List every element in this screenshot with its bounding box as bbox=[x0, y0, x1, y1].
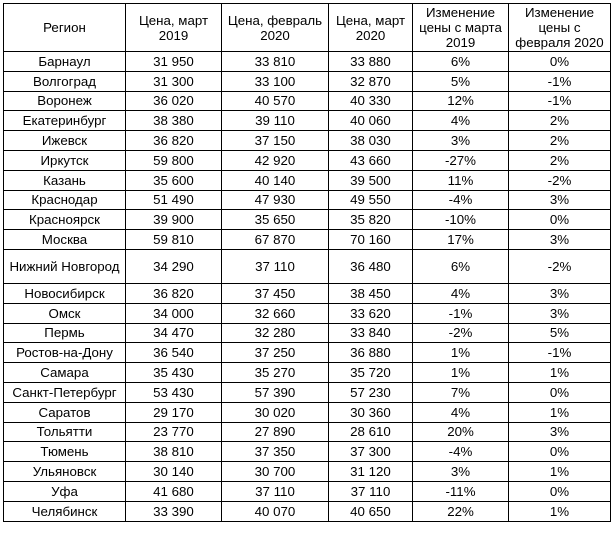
cell-price-march-2020: 40 650 bbox=[329, 501, 413, 521]
cell-region: Краснодар bbox=[4, 190, 126, 210]
table-row bbox=[4, 249, 611, 283]
cell-change-since-march-2019: 4% bbox=[413, 402, 509, 422]
cell-price-march-2020: 43 660 bbox=[329, 150, 413, 170]
table-row bbox=[4, 501, 611, 521]
cell-change-since-march-2019: -1% bbox=[413, 303, 509, 323]
cell-change-since-march-2019: -10% bbox=[413, 210, 509, 230]
cell-region: Красноярск bbox=[4, 210, 126, 230]
cell-price-feb-2020: 32 280 bbox=[222, 323, 329, 343]
cell-change-since-feb-2020: 0% bbox=[509, 442, 611, 462]
table-row bbox=[4, 283, 611, 303]
cell-change-since-feb-2020: 1% bbox=[509, 363, 611, 383]
cell-price-feb-2020: 37 250 bbox=[222, 343, 329, 363]
cell-change-since-feb-2020: 0% bbox=[509, 481, 611, 501]
cell-price-feb-2020: 37 110 bbox=[222, 249, 329, 283]
cell-region: Саратов bbox=[4, 402, 126, 422]
cell-region: Иркутск bbox=[4, 150, 126, 170]
table-row bbox=[4, 323, 611, 343]
header-change-since-feb-2020: Изменение цены с февраля 2020 bbox=[509, 4, 611, 52]
cell-price-march-2019: 30 140 bbox=[126, 462, 222, 482]
cell-price-march-2019: 35 600 bbox=[126, 170, 222, 190]
cell-region: Екатеринбург bbox=[4, 111, 126, 131]
header-price-feb-2020: Цена, февраль 2020 bbox=[222, 4, 329, 52]
cell-price-march-2020: 38 450 bbox=[329, 283, 413, 303]
cell-change-since-march-2019: -4% bbox=[413, 442, 509, 462]
cell-region: Волгоград bbox=[4, 71, 126, 91]
cell-change-since-march-2019: 22% bbox=[413, 501, 509, 521]
table-row bbox=[4, 170, 611, 190]
cell-region: Барнаул bbox=[4, 52, 126, 72]
cell-price-feb-2020: 32 660 bbox=[222, 303, 329, 323]
cell-price-march-2019: 34 000 bbox=[126, 303, 222, 323]
cell-region: Омск bbox=[4, 303, 126, 323]
cell-price-march-2019: 41 680 bbox=[126, 481, 222, 501]
cell-change-since-march-2019: 6% bbox=[413, 249, 509, 283]
cell-price-march-2019: 35 430 bbox=[126, 363, 222, 383]
cell-change-since-feb-2020: 0% bbox=[509, 382, 611, 402]
cell-price-march-2019: 38 810 bbox=[126, 442, 222, 462]
table-row bbox=[4, 91, 611, 111]
cell-region: Тольятти bbox=[4, 422, 126, 442]
cell-price-feb-2020: 35 270 bbox=[222, 363, 329, 383]
cell-region: Ульяновск bbox=[4, 462, 126, 482]
cell-price-march-2020: 33 880 bbox=[329, 52, 413, 72]
cell-change-since-march-2019: 1% bbox=[413, 363, 509, 383]
cell-change-since-march-2019: 7% bbox=[413, 382, 509, 402]
cell-region: Новосибирск bbox=[4, 283, 126, 303]
cell-change-since-march-2019: -27% bbox=[413, 150, 509, 170]
cell-change-since-march-2019: 17% bbox=[413, 230, 509, 250]
cell-price-march-2020: 40 060 bbox=[329, 111, 413, 131]
cell-price-march-2019: 33 390 bbox=[126, 501, 222, 521]
cell-region: Челябинск bbox=[4, 501, 126, 521]
table-row bbox=[4, 52, 611, 72]
cell-region: Москва bbox=[4, 230, 126, 250]
header-row bbox=[4, 4, 611, 52]
cell-change-since-feb-2020: -1% bbox=[509, 71, 611, 91]
cell-change-since-feb-2020: 1% bbox=[509, 462, 611, 482]
cell-price-march-2020: 28 610 bbox=[329, 422, 413, 442]
table-row bbox=[4, 71, 611, 91]
cell-price-feb-2020: 37 150 bbox=[222, 131, 329, 151]
cell-price-march-2020: 38 030 bbox=[329, 131, 413, 151]
cell-price-march-2019: 23 770 bbox=[126, 422, 222, 442]
cell-price-feb-2020: 30 700 bbox=[222, 462, 329, 482]
cell-change-since-march-2019: -11% bbox=[413, 481, 509, 501]
price-table bbox=[3, 3, 611, 522]
cell-price-march-2019: 38 380 bbox=[126, 111, 222, 131]
cell-price-feb-2020: 42 920 bbox=[222, 150, 329, 170]
cell-price-march-2019: 36 820 bbox=[126, 131, 222, 151]
table-row bbox=[4, 402, 611, 422]
cell-price-feb-2020: 40 570 bbox=[222, 91, 329, 111]
table-body bbox=[4, 52, 611, 522]
cell-price-march-2020: 35 820 bbox=[329, 210, 413, 230]
cell-price-march-2019: 29 170 bbox=[126, 402, 222, 422]
cell-change-since-feb-2020: 2% bbox=[509, 150, 611, 170]
cell-price-feb-2020: 33 810 bbox=[222, 52, 329, 72]
cell-change-since-feb-2020: 5% bbox=[509, 323, 611, 343]
cell-change-since-feb-2020: 3% bbox=[509, 190, 611, 210]
cell-change-since-march-2019: 12% bbox=[413, 91, 509, 111]
cell-price-feb-2020: 67 870 bbox=[222, 230, 329, 250]
cell-change-since-feb-2020: -2% bbox=[509, 170, 611, 190]
cell-change-since-march-2019: 3% bbox=[413, 131, 509, 151]
cell-price-march-2019: 59 810 bbox=[126, 230, 222, 250]
table-row bbox=[4, 150, 611, 170]
table-row bbox=[4, 111, 611, 131]
cell-price-march-2020: 35 720 bbox=[329, 363, 413, 383]
cell-price-march-2019: 36 020 bbox=[126, 91, 222, 111]
table-row bbox=[4, 481, 611, 501]
cell-price-march-2020: 36 480 bbox=[329, 249, 413, 283]
header-price-march-2020: Цена, март 2020 bbox=[329, 4, 413, 52]
cell-change-since-march-2019: 3% bbox=[413, 462, 509, 482]
cell-region: Ижевск bbox=[4, 131, 126, 151]
cell-price-feb-2020: 37 110 bbox=[222, 481, 329, 501]
cell-change-since-feb-2020: 2% bbox=[509, 131, 611, 151]
cell-price-feb-2020: 40 140 bbox=[222, 170, 329, 190]
table-row bbox=[4, 343, 611, 363]
cell-price-march-2019: 51 490 bbox=[126, 190, 222, 210]
cell-change-since-march-2019: 1% bbox=[413, 343, 509, 363]
cell-change-since-feb-2020: -2% bbox=[509, 249, 611, 283]
table-row bbox=[4, 442, 611, 462]
table-row bbox=[4, 382, 611, 402]
cell-price-march-2019: 31 300 bbox=[126, 71, 222, 91]
cell-price-feb-2020: 47 930 bbox=[222, 190, 329, 210]
cell-change-since-march-2019: 4% bbox=[413, 111, 509, 131]
cell-price-march-2020: 32 870 bbox=[329, 71, 413, 91]
cell-price-march-2019: 31 950 bbox=[126, 52, 222, 72]
cell-price-march-2020: 57 230 bbox=[329, 382, 413, 402]
table-row bbox=[4, 230, 611, 250]
cell-change-since-march-2019: 11% bbox=[413, 170, 509, 190]
cell-price-march-2020: 39 500 bbox=[329, 170, 413, 190]
cell-change-since-march-2019: -4% bbox=[413, 190, 509, 210]
cell-price-march-2019: 39 900 bbox=[126, 210, 222, 230]
cell-price-march-2019: 36 540 bbox=[126, 343, 222, 363]
cell-price-march-2020: 33 840 bbox=[329, 323, 413, 343]
cell-change-since-march-2019: -2% bbox=[413, 323, 509, 343]
header-price-march-2019: Цена, март 2019 bbox=[126, 4, 222, 52]
cell-price-march-2019: 34 290 bbox=[126, 249, 222, 283]
cell-price-feb-2020: 40 070 bbox=[222, 501, 329, 521]
cell-price-march-2020: 31 120 bbox=[329, 462, 413, 482]
cell-region: Воронеж bbox=[4, 91, 126, 111]
cell-price-march-2020: 37 300 bbox=[329, 442, 413, 462]
table-row bbox=[4, 190, 611, 210]
cell-price-march-2020: 30 360 bbox=[329, 402, 413, 422]
cell-price-march-2019: 34 470 bbox=[126, 323, 222, 343]
cell-change-since-march-2019: 6% bbox=[413, 52, 509, 72]
table-row bbox=[4, 131, 611, 151]
cell-price-march-2020: 37 110 bbox=[329, 481, 413, 501]
cell-change-since-feb-2020: 2% bbox=[509, 111, 611, 131]
cell-price-feb-2020: 57 390 bbox=[222, 382, 329, 402]
cell-price-march-2019: 53 430 bbox=[126, 382, 222, 402]
cell-price-feb-2020: 35 650 bbox=[222, 210, 329, 230]
cell-change-since-feb-2020: 3% bbox=[509, 283, 611, 303]
cell-price-march-2020: 49 550 bbox=[329, 190, 413, 210]
cell-region: Санкт-Петербург bbox=[4, 382, 126, 402]
cell-price-feb-2020: 37 350 bbox=[222, 442, 329, 462]
cell-change-since-feb-2020: 1% bbox=[509, 402, 611, 422]
cell-change-since-feb-2020: 3% bbox=[509, 303, 611, 323]
header-change-since-march-2019: Изменение цены с марта 2019 bbox=[413, 4, 509, 52]
cell-change-since-feb-2020: 0% bbox=[509, 210, 611, 230]
cell-price-march-2020: 70 160 bbox=[329, 230, 413, 250]
cell-change-since-feb-2020: -1% bbox=[509, 343, 611, 363]
cell-price-feb-2020: 33 100 bbox=[222, 71, 329, 91]
table-row bbox=[4, 422, 611, 442]
cell-region: Нижний Новгород bbox=[4, 249, 126, 283]
cell-change-since-feb-2020: 3% bbox=[509, 422, 611, 442]
cell-change-since-feb-2020: 0% bbox=[509, 52, 611, 72]
table-row bbox=[4, 462, 611, 482]
cell-region: Ростов-на-Дону bbox=[4, 343, 126, 363]
cell-change-since-march-2019: 5% bbox=[413, 71, 509, 91]
cell-price-march-2019: 36 820 bbox=[126, 283, 222, 303]
cell-region: Пермь bbox=[4, 323, 126, 343]
cell-price-feb-2020: 37 450 bbox=[222, 283, 329, 303]
header-region: Регион bbox=[4, 4, 126, 52]
table-row bbox=[4, 210, 611, 230]
table-row bbox=[4, 303, 611, 323]
table-row bbox=[4, 363, 611, 383]
cell-price-march-2019: 59 800 bbox=[126, 150, 222, 170]
cell-region: Тюмень bbox=[4, 442, 126, 462]
cell-change-since-march-2019: 4% bbox=[413, 283, 509, 303]
cell-region: Уфа bbox=[4, 481, 126, 501]
cell-price-feb-2020: 39 110 bbox=[222, 111, 329, 131]
cell-price-march-2020: 40 330 bbox=[329, 91, 413, 111]
cell-price-march-2020: 33 620 bbox=[329, 303, 413, 323]
cell-change-since-feb-2020: 3% bbox=[509, 230, 611, 250]
cell-price-feb-2020: 27 890 bbox=[222, 422, 329, 442]
cell-region: Самара bbox=[4, 363, 126, 383]
cell-change-since-feb-2020: -1% bbox=[509, 91, 611, 111]
cell-price-march-2020: 36 880 bbox=[329, 343, 413, 363]
cell-region: Казань bbox=[4, 170, 126, 190]
cell-change-since-march-2019: 20% bbox=[413, 422, 509, 442]
cell-price-feb-2020: 30 020 bbox=[222, 402, 329, 422]
cell-change-since-feb-2020: 1% bbox=[509, 501, 611, 521]
